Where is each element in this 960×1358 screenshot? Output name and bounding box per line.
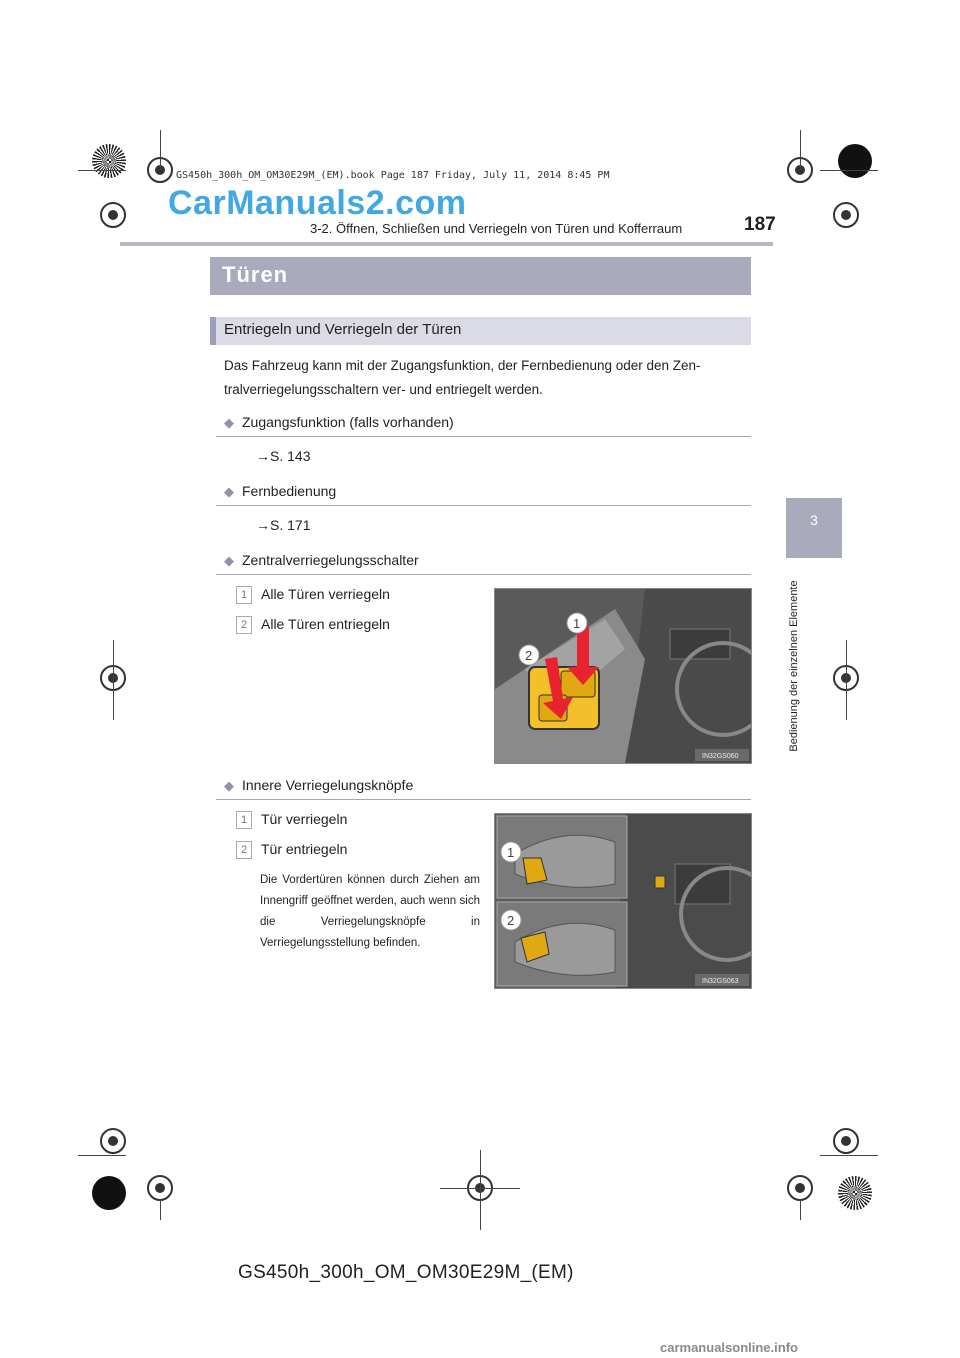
item-number: 1 bbox=[236, 811, 252, 829]
list-item bbox=[236, 616, 390, 634]
registration-star-icon bbox=[92, 1176, 126, 1210]
item-label: Tür verriegeln bbox=[261, 811, 348, 827]
lock-switch-illustration bbox=[494, 588, 752, 764]
registration-mark-icon bbox=[833, 1128, 859, 1154]
crop-mark bbox=[820, 170, 878, 171]
book-info-line: GS450h_300h_OM_OM30E29M_(EM).book Page 187 Friday, July 11, 2014 8:45 PM bbox=[176, 170, 610, 181]
crop-mark bbox=[480, 1150, 481, 1230]
registration-mark-icon bbox=[147, 1175, 173, 1201]
image-code: IN32GS063 bbox=[702, 978, 739, 985]
section-heading bbox=[224, 777, 413, 794]
intro-paragraph: Das Fahrzeug kann mit der Zugangsfunktion, der Fernbedienung oder den Zen-tralverriegelungsschaltern ver- und entriegelt werden. bbox=[224, 358, 701, 397]
crop-mark bbox=[800, 130, 801, 170]
crop-mark bbox=[78, 170, 126, 171]
chapter-label-text: Bedienung der einzelnen Elemente bbox=[788, 580, 800, 752]
subtitle-accent bbox=[210, 317, 216, 345]
item-number: 2 bbox=[236, 841, 252, 859]
item-label: Tür entriegeln bbox=[261, 841, 348, 857]
section-heading-text: Zentralverriegelungsschalter bbox=[242, 552, 419, 568]
page-number: 187 bbox=[744, 214, 776, 235]
diamond-icon: ◆ bbox=[224, 778, 234, 793]
chapter-label bbox=[784, 566, 808, 766]
list-item bbox=[236, 586, 390, 604]
diagram-callout-1: 1 bbox=[507, 845, 515, 860]
crop-mark bbox=[846, 640, 847, 720]
page-title: Türen bbox=[222, 262, 289, 287]
registration-mark-icon bbox=[100, 202, 126, 228]
section-rule bbox=[216, 799, 751, 800]
watermark-bottom: carmanualsonline.info bbox=[660, 1340, 798, 1355]
diagram-callout-2: 2 bbox=[525, 648, 533, 663]
section-heading-text: Fernbedienung bbox=[242, 483, 337, 499]
list-item bbox=[236, 811, 347, 829]
section-header: 3-2. Öffnen, Schließen und Verriegeln von Türen und Kofferraum bbox=[310, 221, 683, 236]
registration-star-icon bbox=[838, 144, 872, 178]
registration-star-icon bbox=[838, 1176, 872, 1210]
registration-mark-icon bbox=[787, 1175, 813, 1201]
section-heading-text: Zugangsfunktion (falls vorhanden) bbox=[242, 414, 454, 430]
item-number: 2 bbox=[236, 616, 252, 634]
crop-mark bbox=[800, 1200, 801, 1220]
crop-mark bbox=[78, 1155, 126, 1156]
crop-mark bbox=[160, 130, 161, 170]
diamond-icon: ◆ bbox=[224, 553, 234, 568]
crop-mark bbox=[113, 640, 114, 720]
door-knob-drawing bbox=[495, 814, 751, 988]
title-bar bbox=[210, 257, 751, 295]
diamond-icon: ◆ bbox=[224, 484, 234, 499]
section-rule bbox=[216, 505, 751, 506]
section-heading bbox=[224, 483, 336, 500]
note-text: Die Vordertüren können durch Ziehen am Innengriff geöffnet werden, auch wenn sich die Verriegelungsknöpfe in Verriegelungsstellung befinden. bbox=[260, 874, 480, 949]
registration-mark-icon bbox=[100, 1128, 126, 1154]
section-heading bbox=[224, 552, 419, 569]
item-label: Alle Türen verriegeln bbox=[261, 586, 390, 602]
door-lock-knob-illustration bbox=[494, 813, 752, 989]
header-rule bbox=[120, 242, 773, 246]
diagram-callout-1: 1 bbox=[573, 616, 581, 631]
page-reference[interactable]: →S. 171 bbox=[256, 517, 311, 533]
list-item bbox=[236, 841, 347, 859]
section-heading-text: Innere Verriegelungsknöpfe bbox=[242, 777, 414, 793]
page-reference[interactable]: →S. 143 bbox=[256, 448, 311, 464]
section-heading bbox=[224, 414, 454, 431]
chapter-tab bbox=[786, 498, 842, 558]
section-rule bbox=[216, 574, 751, 575]
diamond-icon: ◆ bbox=[224, 415, 234, 430]
registration-star-icon bbox=[92, 144, 126, 178]
registration-mark-icon bbox=[833, 202, 859, 228]
crop-mark bbox=[160, 1200, 161, 1220]
section-rule bbox=[216, 436, 751, 437]
item-number: 1 bbox=[236, 586, 252, 604]
diagram-callout-2: 2 bbox=[507, 913, 515, 928]
image-code: IN32GS060 bbox=[702, 753, 739, 760]
footer-code: GS450h_300h_OM_OM30E29M_(EM) bbox=[238, 1262, 574, 1283]
item-label: Alle Türen entriegeln bbox=[261, 616, 390, 632]
chapter-number: 3 bbox=[810, 512, 818, 528]
lock-switch-drawing bbox=[495, 589, 751, 763]
subtitle: Entriegeln und Verriegeln der Türen bbox=[224, 321, 462, 338]
crop-mark bbox=[820, 1155, 878, 1156]
watermark-logo: CarManuals2.com bbox=[168, 184, 467, 222]
